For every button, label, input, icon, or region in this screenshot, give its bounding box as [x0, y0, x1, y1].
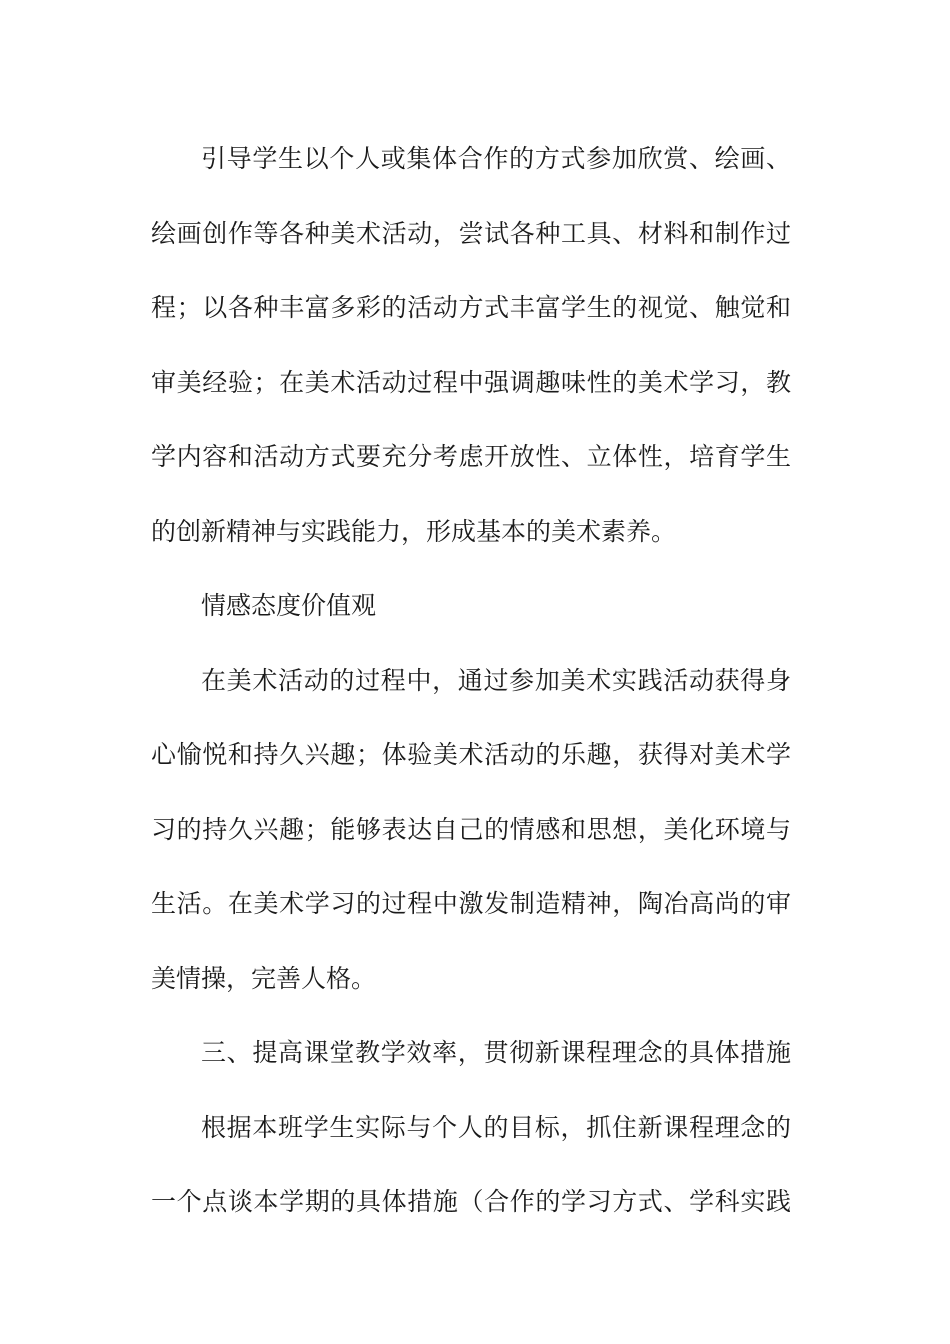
paragraph-line: 绘画创作等各种美术活动，尝试各种工具、材料和制作过	[151, 218, 791, 248]
paragraph-line: 心愉悦和持久兴趣；体验美术活动的乐趣，获得对美术学	[151, 740, 791, 769]
paragraph-line: 程；以各种丰富多彩的活动方式丰富学生的视觉、触觉和	[151, 293, 791, 322]
paragraph-line: 习的持久兴趣；能够表达自己的情感和思想，美化环境与	[151, 814, 791, 844]
document-body	[151, 122, 791, 1240]
paragraph-line: 在美术活动的过程中，通过参加美术实践活动获得身	[201, 665, 791, 695]
paragraph-line: 审美经验；在美术活动过程中强调趣味性的美术学习，教	[151, 367, 791, 397]
paragraph-line: 生活。在美术学习的过程中激发制造精神，陶冶高尚的审	[151, 889, 791, 918]
section-heading: 三、提高课堂教学效率，贯彻新课程理念的具体措施	[201, 1038, 791, 1067]
paragraph-line: 的创新精神与实践能力，形成基本的美术素养。	[151, 516, 677, 546]
paragraph-line: 引导学生以个人或集体合作的方式参加欣赏、绘画、	[201, 144, 791, 173]
paragraph-line: 一个点谈本学期的具体措施（合作的学习方式、学科实践	[151, 1187, 791, 1216]
paragraph-line: 学内容和活动方式要充分考虑开放性、立体性，培育学生	[151, 442, 791, 471]
section-heading: 情感态度价值观	[201, 591, 377, 620]
paragraph-line: 根据本班学生实际与个人的目标，抓住新课程理念的	[201, 1112, 791, 1142]
paragraph-line: 美情操，完善人格。	[151, 963, 377, 993]
